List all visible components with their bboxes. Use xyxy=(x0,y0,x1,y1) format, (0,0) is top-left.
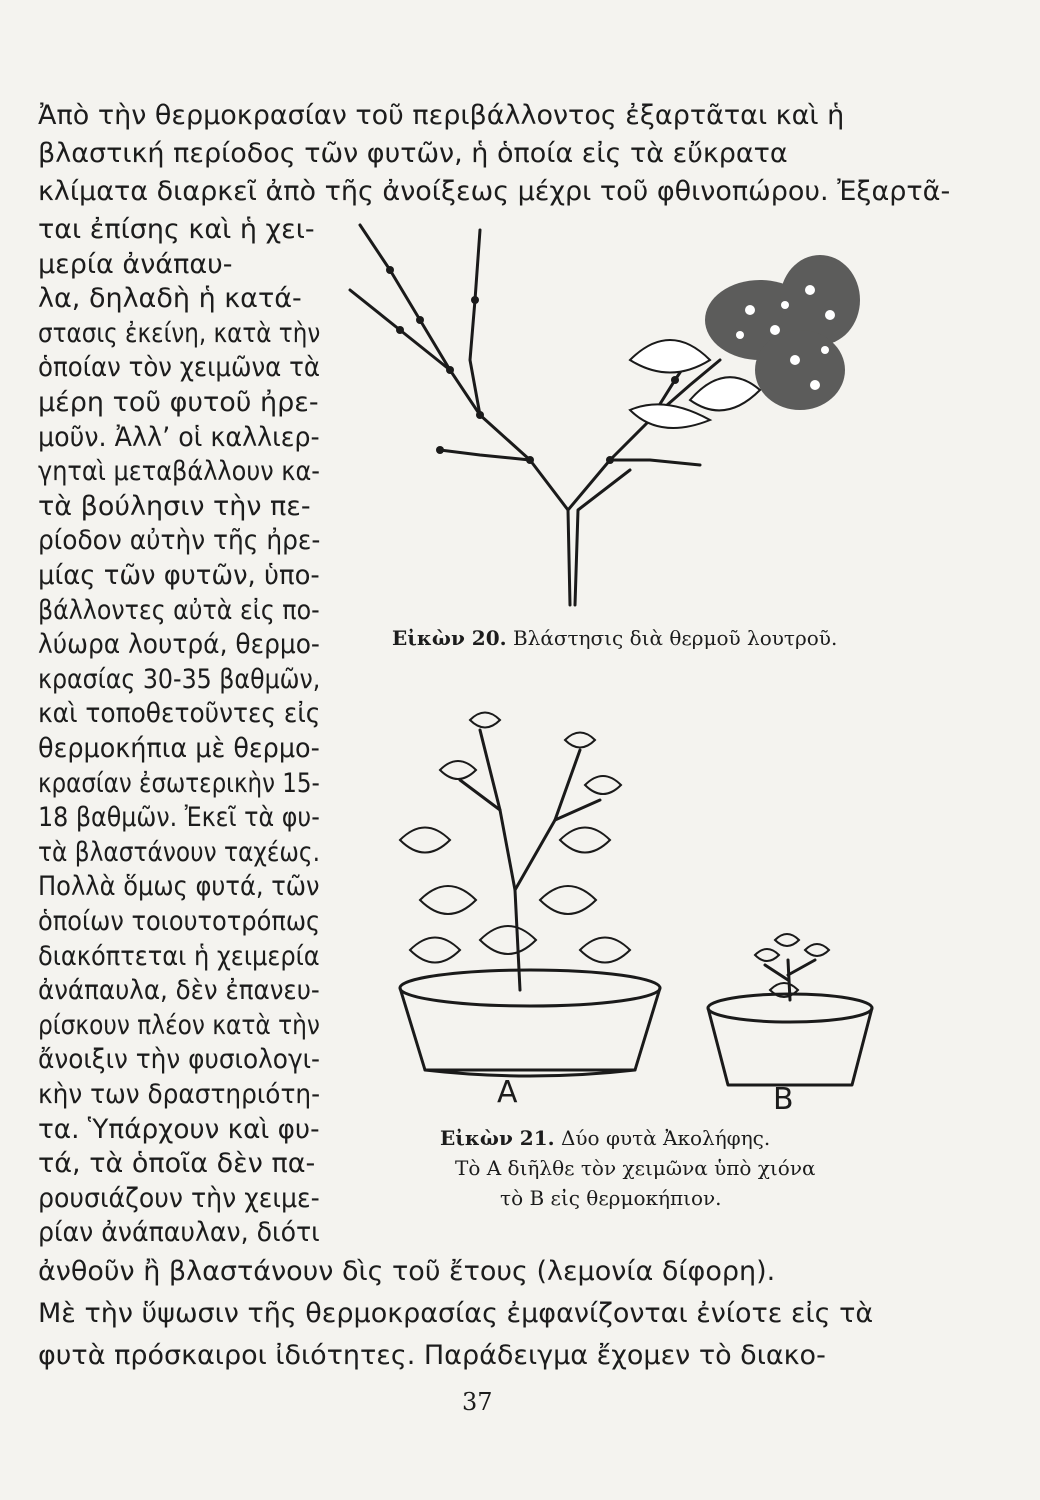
page-number: 37 xyxy=(462,1388,493,1416)
text-line-top-3: κλίματα διαρκεῖ ἀπὸ τῆς ἀνοίξεως μέχρι τοῦ φθινοπώρου. Ἐξαρτᾶ- xyxy=(38,176,951,207)
column-text-line: τὰ βούλησιν τὴν πε- xyxy=(38,490,311,522)
column-text-line: ρίαν ἀνάπαυλαν, διότι xyxy=(38,1217,320,1249)
column-text-line: ἀνάπαυλα, δὲν ἐπανευ- xyxy=(38,975,320,1007)
column-text-line: τα. Ὑπάρχουν καὶ φυ- xyxy=(38,1113,320,1145)
figure-21-plant-b-letter: B xyxy=(773,1082,794,1117)
column-text-line: ρίσκουν πλέον κατὰ τὴν xyxy=(38,1009,320,1041)
column-text-line: λύωρα λουτρά, θερμο- xyxy=(38,629,320,661)
text-line-bottom-3: φυτὰ πρόσκαιροι ἰδιότητες. Παράδειγμα ἔχομεν τὸ διακο- xyxy=(38,1340,826,1371)
column-text-line: ὁποίων τοιουτοτρόπως xyxy=(38,906,321,937)
figure-20-label: Εἰκὼν 20. xyxy=(392,626,507,650)
column-text-line: λα, δηλαδὴ ἡ κατά- xyxy=(38,283,302,315)
column-text-line: τά, τὰ ὁποῖα δὲν πα- xyxy=(38,1148,316,1180)
figure-20-caption-text: Βλάστησις διὰ θερμοῦ λουτροῦ. xyxy=(512,626,838,650)
column-text-line: θερμοκήπια μὲ θερμο- xyxy=(38,733,320,764)
text-line-bottom-1: ἀνθοῦν ἢ βλαστάνουν δὶς τοῦ ἔτους (λεμονία δίφορη). xyxy=(38,1256,776,1287)
column-text-line: ὁποίαν τὸν χειμῶνα τὰ xyxy=(38,352,320,384)
text-line-top-1: Ἀπὸ τὴν θερμοκρασίαν τοῦ περιβάλλοντος ἐξαρτᾶται καὶ ἡ xyxy=(38,100,845,131)
figure-21-plant-a-illustration xyxy=(380,690,680,1080)
text-line-bottom-2: Μὲ τὴν ὕψωσιν τῆς θερμοκρασίας ἐμφανίζονται ἐνίοτε εἰς τὰ xyxy=(38,1298,874,1329)
figure-21-plant-b-illustration xyxy=(700,930,880,1090)
figure-21-caption-line-2: Τὸ Α διῆλθε τὸν χειμῶνα ὑπὸ χιόνα xyxy=(455,1156,816,1180)
column-text-line: γηταὶ μεταβάλλουν κα- xyxy=(38,456,320,488)
figure-21-label: Εἰκὼν 21. xyxy=(440,1126,555,1150)
figure-21-caption-text-1: Δύο φυτὰ Ἀκολήφης. xyxy=(560,1126,771,1150)
column-text-line: ται ἐπίσης καὶ ἡ χει- xyxy=(38,214,315,245)
column-text-line: διακόπτεται ἡ χειμερία xyxy=(38,940,320,972)
figure-21-plant-a-letter: A xyxy=(497,1075,518,1110)
column-text-line: κρασίας 30-35 βαθμῶν, xyxy=(38,663,321,695)
column-text-line: μερία ἀνάπαυ- xyxy=(38,248,233,280)
column-text-line: ρίοδον αὐτὴν τῆς ἠρε- xyxy=(38,525,321,557)
column-text-line: μοῦν. Ἀλλ’ οἱ καλλιερ- xyxy=(38,421,320,453)
text-line-top-2: βλαστική περίοδος τῶν φυτῶν, ἡ ὁποία εἰς τὰ εὔκρατα xyxy=(38,138,788,169)
column-text-line: ἄνοιξιν τὴν φυσιολογι- xyxy=(38,1044,320,1076)
column-text-line: κρασίαν ἐσωτερικὴν 15- xyxy=(38,767,320,799)
column-text-line: ρουσιάζουν τὴν χειμε- xyxy=(38,1182,320,1214)
column-text-line: μέρη τοῦ φυτοῦ ἠρε- xyxy=(38,387,319,418)
column-text-line: 18 βαθμῶν. Ἐκεῖ τὰ φυ- xyxy=(38,802,320,834)
column-text-line: καὶ τοποθετοῦντες εἰς xyxy=(38,698,321,730)
figure-20-branch-illustration xyxy=(330,210,890,610)
column-text-line: τὰ βλαστάνουν ταχέως. xyxy=(38,836,320,868)
figure-21-caption-line-1 xyxy=(440,1125,770,1151)
column-text-line: στασις ἐκείνη, κατὰ τὴν xyxy=(38,317,321,349)
column-text-line: βάλλοντες αὐτὰ εἰς πο- xyxy=(38,594,320,626)
figure-21-caption-line-3: τὸ Β εἰς θερμοκήπιον. xyxy=(500,1186,722,1210)
column-text-line: μίας τῶν φυτῶν, ὑπο- xyxy=(38,560,320,591)
column-text-line: Πολλὰ ὅμως φυτά, τῶν xyxy=(38,871,320,903)
column-text-line: κὴν των δραστηριότη- xyxy=(38,1079,321,1110)
figure-20-caption xyxy=(392,625,837,651)
